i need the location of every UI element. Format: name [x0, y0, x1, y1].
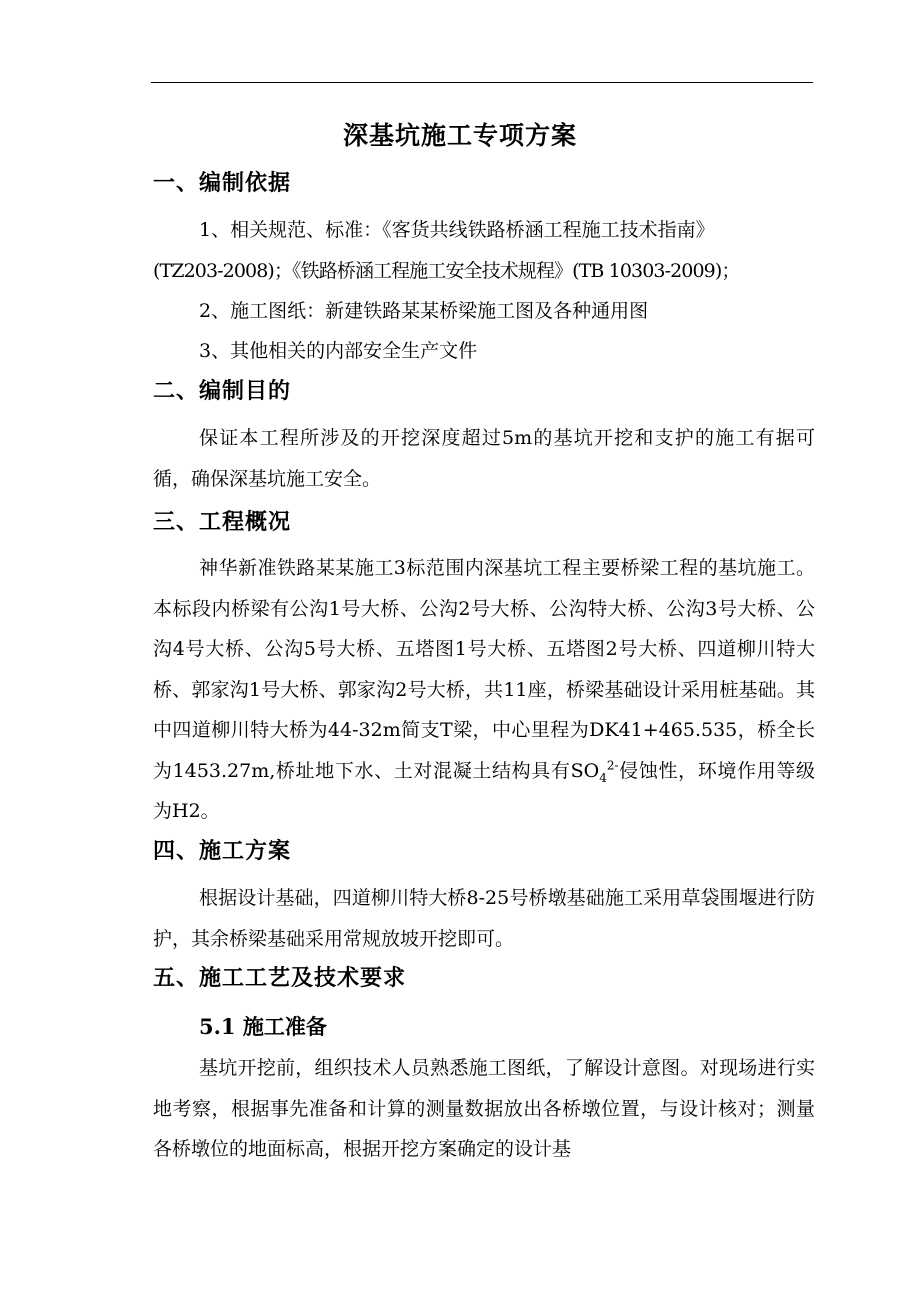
section-5-heading: 五、施工工艺及技术要求	[153, 965, 407, 991]
section-5-1-paragraph: 基坑开挖前，组织技术人员熟悉施工图纸，了解设计意图。对现场进行实地考察，根据事先准备和计算的测量数据放出各桥墩位置，与设计核对；测量各桥墩位的地面标高，根据开挖方案确定的设计基	[153, 1057, 815, 1160]
section-4-heading: 四、施工方案	[153, 838, 292, 864]
so4-subscript: 4	[599, 770, 607, 785]
section-5-1-heading: 5.1 施工准备	[199, 1014, 327, 1039]
section-3-paragraph	[153, 548, 815, 832]
section-2-paragraph: 保证本工程所涉及的开挖深度超过5m的基坑开挖和支护的施工有据可循，确保深基坑施工安全。	[153, 427, 815, 490]
section-4-paragraph: 根据设计基础，四道柳川特大桥8-25号桥墩基础施工采用草袋围堰进行防护，其余桥梁基础采用常规放坡开挖即可。	[153, 887, 815, 950]
section-1-heading: 一、编制依据	[153, 170, 292, 196]
section-1-item-1-line-2: (TZ203-2008)；《铁路桥涵工程施工安全技术规程》(TB 10303-2009)；	[153, 260, 740, 282]
so4-superscript: 2-	[606, 758, 619, 773]
section-3-heading: 三、工程概况	[153, 509, 292, 535]
section-1-item-1-line-1: 1、相关规范、标准：《客货共线铁路桥涵工程施工技术指南》	[199, 219, 715, 241]
header-rule	[151, 82, 813, 83]
section-2-heading: 二、编制目的	[153, 378, 292, 404]
section-3-paragraph-text: 神华新准铁路某某施工3标范围内深基坑工程主要桥梁工程的基坑施工。本标段内桥梁有公沟1号大桥、公沟2号大桥、公沟特大桥、公沟3号大桥、公沟4号大桥、公沟5号大桥、五塔图1号大桥、五塔图2号大桥、四道柳川特大桥、郭家沟1号大桥、郭家沟2号大桥，共11座，桥梁基础设计采用桩基础。其中四道柳川特大桥为44-32m简支T梁，中心里程为DK41+465.535，桥全长为1453.27m,桥址地下水、土对混凝土结构具有SO	[153, 557, 815, 782]
section-1-item-2: 2、施工图纸：新建铁路某某桥梁施工图及各种通用图	[199, 300, 649, 322]
section-3-paragraph-tail: 侵蚀性，环境作用等级为H2。	[153, 759, 815, 822]
document-title: 深基坑施工专项方案	[342, 121, 577, 150]
section-1-item-3: 3、其他相关的内部安全生产文件	[199, 340, 478, 362]
